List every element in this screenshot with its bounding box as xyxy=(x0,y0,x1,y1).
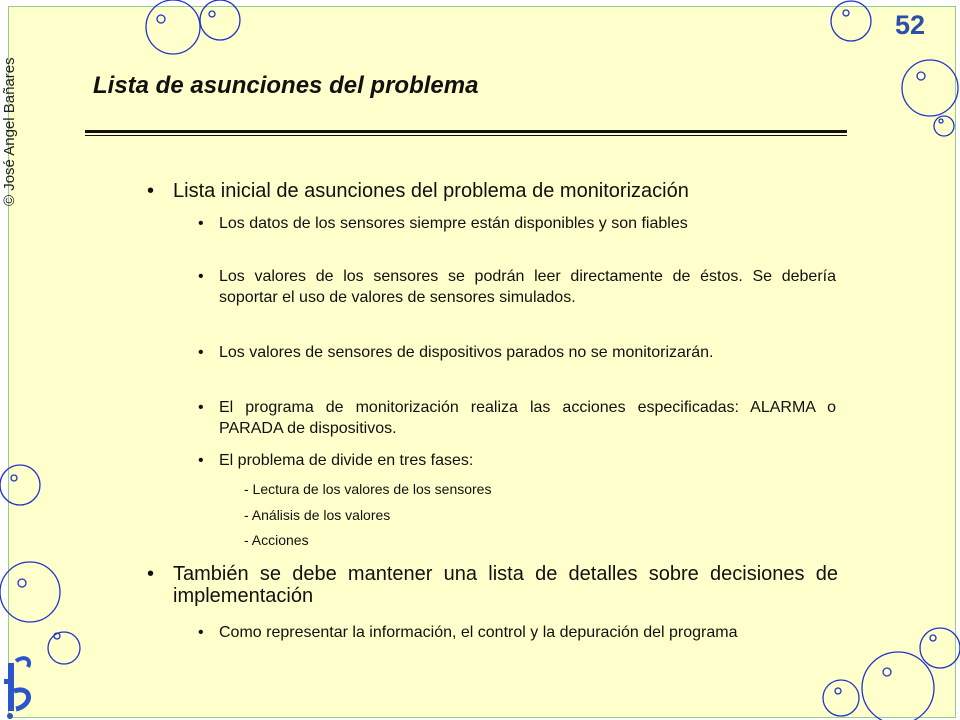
author-credit: © José Angel Bañares xyxy=(1,57,18,206)
list-item-text: También se debe mantener una lista de detalles sobre decisiones de implementación xyxy=(173,563,838,607)
list-item xyxy=(244,531,804,549)
list-item-text: - Acciones xyxy=(244,532,309,548)
list-item-text: Como representar la información, el control y la depuración del programa xyxy=(219,624,738,641)
list-item-text: Los valores de sensores de dispositivos parados no se monitorizarán. xyxy=(219,344,714,361)
list-item xyxy=(147,563,838,607)
list-item xyxy=(198,266,836,308)
list-item xyxy=(198,342,836,363)
list-item xyxy=(244,480,804,498)
list-item-text: - Lectura de los valores de los sensores xyxy=(244,481,492,497)
list-item xyxy=(244,506,804,524)
university-logo-icon xyxy=(0,655,40,720)
slide-number: 52 xyxy=(894,10,926,40)
bullet-marker: • xyxy=(147,563,155,585)
list-item xyxy=(198,622,836,643)
list-item xyxy=(147,180,838,202)
list-item xyxy=(198,213,836,234)
list-item xyxy=(198,397,836,439)
slide-title: Lista de asunciones del problema xyxy=(93,72,479,99)
list-item-text: Los datos de los sensores siempre están disponibles y son fiables xyxy=(219,215,688,232)
list-item-text: Los valores de los sensores se podrán leer directamente de éstos. Se debería soportar el uso de valores de sensores simulados. xyxy=(219,268,836,306)
bullet-marker: • xyxy=(198,268,204,285)
bullet-marker: • xyxy=(198,344,204,361)
bullet-marker: • xyxy=(147,180,155,202)
bullet-marker: • xyxy=(198,452,204,469)
list-item-text: El problema de divide en tres fases: xyxy=(219,452,474,469)
list-item-text: Lista inicial de asunciones del problema de monitorización xyxy=(173,180,689,202)
list-item-text: - Análisis de los valores xyxy=(244,507,391,523)
bullet-marker: • xyxy=(198,215,204,232)
list-item-text: El programa de monitorización realiza las acciones especificadas: ALARMA o PARADA de dispositivos. xyxy=(219,399,836,437)
list-item xyxy=(198,450,836,471)
bullet-marker: • xyxy=(198,624,204,641)
bullet-marker: • xyxy=(198,399,204,416)
